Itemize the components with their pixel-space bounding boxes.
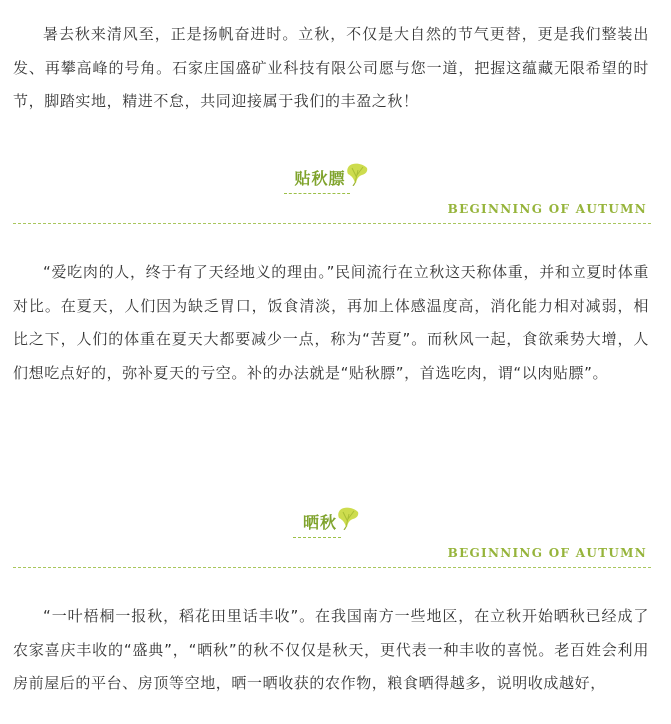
section-title-wrap <box>294 166 369 189</box>
section-subtitle: BEGINNING OF AUTUMN <box>447 202 647 216</box>
section-title: 晒秋 <box>302 513 337 532</box>
section-title: 贴秋膘 <box>294 169 346 188</box>
section-divider <box>13 223 651 224</box>
section-subtitle: BEGINNING OF AUTUMN <box>447 546 647 560</box>
section-title-wrap <box>303 510 361 533</box>
section-title-row <box>13 166 651 189</box>
section-body-shai-qiu: “一叶梧桐一报秋，稻花田里话丰收”。在我国南方一些地区，在立秋开始晒秋已经成了农家喜庆丰收的“盛典”，“晒秋”的秋不仅仅是秋天，更代表一种丰收的喜悦。老百姓会利用房前屋后的平台、房顶等空地，晒一晒收获的农作物，粮食晒得越多，说明收成越好， <box>13 607 649 692</box>
title-underline <box>284 193 349 194</box>
section-body-tie-qiu-biao: “爱吃肉的人，终于有了天经地义的理由。”民间流行在立秋这天称体重，并和立夏时体重对比。在夏天，人们因为缺乏胃口，饭食清淡，再加上体感温度高，消化能力相对减弱，相比之下，人们的体重在夏天大都要减少一点，称为“苦夏”。而秋风一起，食欲乘势大增，人们想吃点好的，弥补夏天的亏空。补的办法就是“贴秋膘”，首选吃肉，谓“以肉贴膘”。 <box>13 263 649 382</box>
section-title-row <box>13 510 651 533</box>
ginkgo-leaf-icon <box>344 162 370 186</box>
section-header-shai-qiu <box>13 504 651 564</box>
intro-paragraph: 暑去秋来清风至，正是扬帆奋进时。立秋，不仅是大自然的节气更替，更是我们整装出发、再攀高峰的号角。石家庄国盛矿业科技有限公司愿与您一道，把握这蕴藏无限希望的时节，脚踏实地，精进不怠，共同迎接属于我们的丰盈之秋！ <box>13 25 649 110</box>
section-divider <box>13 567 651 568</box>
section-header-tie-qiu-biao <box>13 160 651 220</box>
title-underline <box>293 537 341 538</box>
ginkgo-leaf-icon <box>335 506 361 530</box>
